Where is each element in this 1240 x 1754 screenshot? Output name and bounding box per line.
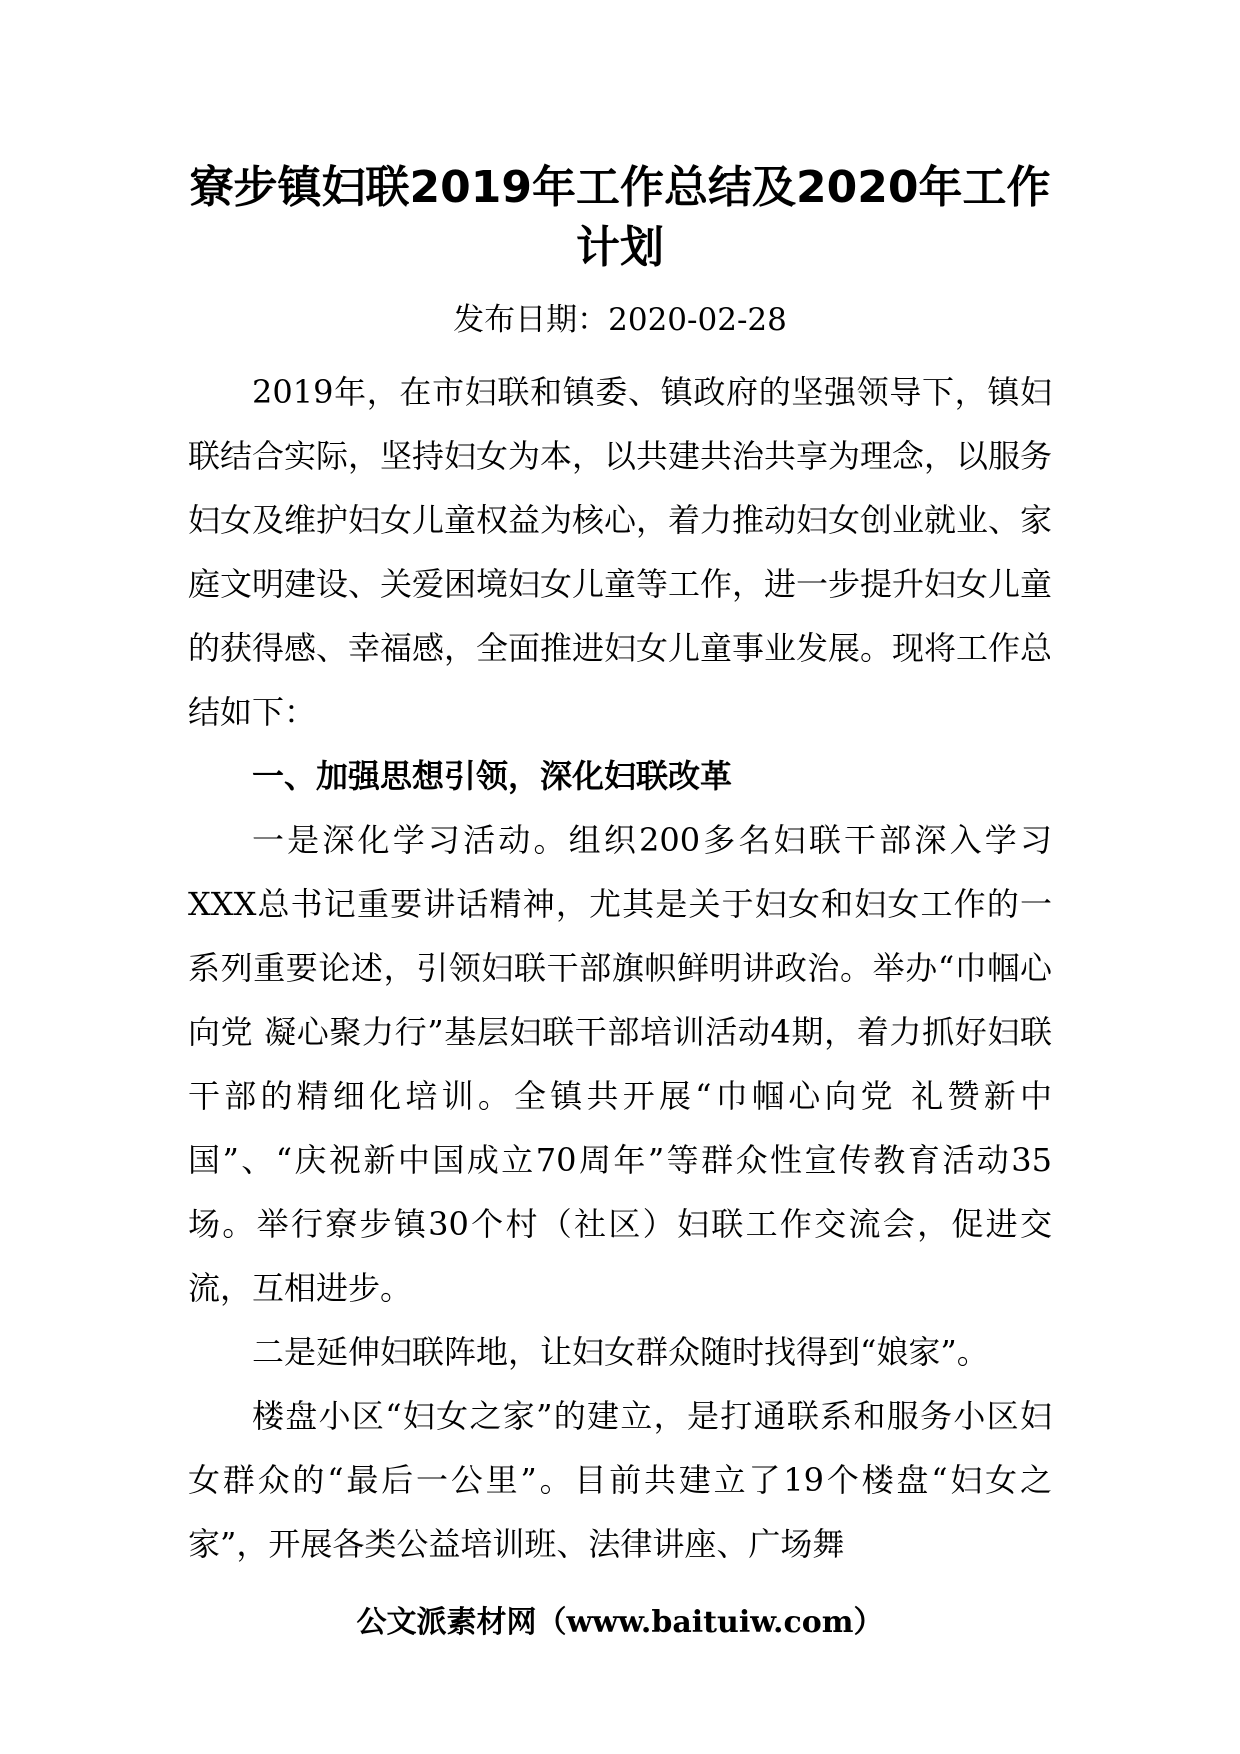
study-activities-paragraph: 一是深化学习活动。组织200多名妇联干部深入学习XXX总书记重要讲话精神，尤其是关于妇女和妇女工作的一系列重要论述，引领妇联干部旗帜鲜明讲政治。举办“巾帼心向党 凝心聚力行”基层妇联干部培训活动4期，着力抓好妇联干部的精细化培训。全镇共开展“巾帼心向党 礼赞新中国”、“庆祝新中国成立70周年”等群众性宣传教育活动35场。举行寮步镇30个村（社区）妇联工作交流会，促进交流，互相进步。 <box>188 821 1052 1307</box>
document-page <box>188 0 1052 1754</box>
publish-date: 发布日期：2020-02-28 <box>453 302 787 338</box>
document-title: 寮步镇妇联2019年工作总结及2020年工作计划 <box>189 162 1051 273</box>
section-heading-1: 一、加强思想引领，深化妇联改革 <box>252 757 733 795</box>
community-home-paragraph: 楼盘小区“妇女之家”的建立，是打通联系和服务小区妇女群众的“最后一公里”。目前共建立了19个楼盘“妇女之家”，开展各类公益培训班、法律讲座、广场舞 <box>188 1397 1052 1563</box>
women-home-paragraph: 二是延伸妇联阵地，让妇女群众随时找得到“娘家”。 <box>252 1333 989 1371</box>
intro-paragraph: 2019年，在市妇联和镇委、镇政府的坚强领导下，镇妇联结合实际，坚持妇女为本，以共建共治共享为理念，以服务妇女及维护妇女儿童权益为核心，着力推动妇女创业就业、家庭文明建设、关爱困境妇女儿童等工作，进一步提升妇女儿童的获得感、幸福感，全面推进妇女儿童事业发展。现将工作总结如下： <box>188 373 1053 731</box>
footer-watermark: 公文派素材网（www.baituiw.com） <box>356 1605 884 1640</box>
document-body <box>188 360 1052 1576</box>
